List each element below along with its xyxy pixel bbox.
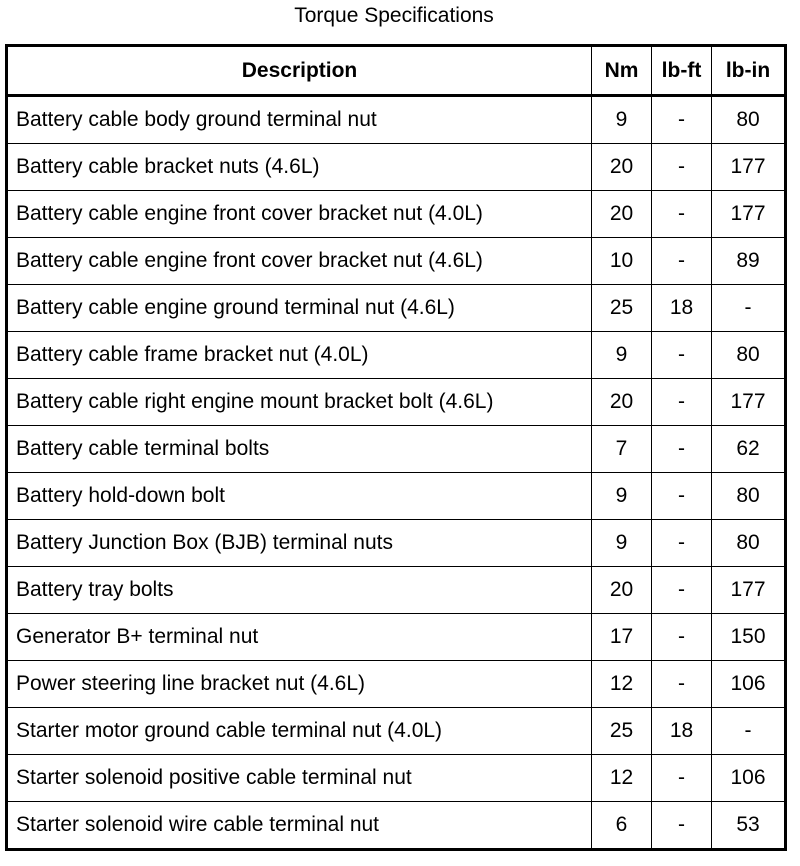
cell-description: Battery cable engine front cover bracket nut (4.0L) <box>7 191 592 238</box>
cell-description: Battery Junction Box (BJB) terminal nuts <box>7 520 592 567</box>
page-title: Torque Specifications <box>294 4 494 27</box>
cell-nm: 20 <box>592 379 652 426</box>
table-header-row <box>7 46 786 96</box>
table-row <box>7 708 786 755</box>
cell-nm: 9 <box>592 332 652 379</box>
torque-spec-table <box>5 44 787 851</box>
cell-lbin: 177 <box>712 144 786 191</box>
table-row <box>7 661 786 708</box>
cell-lbft: - <box>652 473 712 520</box>
cell-lbin: 53 <box>712 802 786 850</box>
cell-lbin: 62 <box>712 426 786 473</box>
cell-lbft: - <box>652 191 712 238</box>
cell-lbft: 18 <box>652 708 712 755</box>
cell-description: Battery hold-down bolt <box>7 473 592 520</box>
cell-lbin: 106 <box>712 661 786 708</box>
cell-lbft: - <box>652 520 712 567</box>
cell-lbin: 89 <box>712 238 786 285</box>
cell-description: Generator B+ terminal nut <box>7 614 592 661</box>
cell-lbft: - <box>652 238 712 285</box>
header-lbft: lb-ft <box>652 46 712 96</box>
cell-nm: 6 <box>592 802 652 850</box>
cell-description: Starter solenoid wire cable terminal nut <box>7 802 592 850</box>
cell-lbin: 150 <box>712 614 786 661</box>
table-row <box>7 332 786 379</box>
cell-lbft: - <box>652 755 712 802</box>
cell-nm: 25 <box>592 708 652 755</box>
table-row <box>7 426 786 473</box>
cell-nm: 10 <box>592 238 652 285</box>
cell-lbft: - <box>652 614 712 661</box>
cell-lbin: 177 <box>712 191 786 238</box>
cell-nm: 12 <box>592 755 652 802</box>
cell-nm: 20 <box>592 567 652 614</box>
cell-nm: 20 <box>592 191 652 238</box>
cell-lbft: - <box>652 567 712 614</box>
cell-lbin: 177 <box>712 567 786 614</box>
cell-lbft: - <box>652 144 712 191</box>
table-row <box>7 520 786 567</box>
cell-description: Power steering line bracket nut (4.6L) <box>7 661 592 708</box>
cell-nm: 9 <box>592 520 652 567</box>
cell-lbin: - <box>712 708 786 755</box>
table-row <box>7 802 786 850</box>
cell-nm: 7 <box>592 426 652 473</box>
cell-description: Battery cable terminal bolts <box>7 426 592 473</box>
cell-lbin: 80 <box>712 96 786 144</box>
cell-lbin: 80 <box>712 520 786 567</box>
cell-description: Battery cable bracket nuts (4.6L) <box>7 144 592 191</box>
table-row <box>7 96 786 144</box>
cell-nm: 12 <box>592 661 652 708</box>
cell-lbin: 80 <box>712 473 786 520</box>
cell-description: Battery cable frame bracket nut (4.0L) <box>7 332 592 379</box>
cell-description: Battery cable right engine mount bracket bolt (4.6L) <box>7 379 592 426</box>
cell-lbin: 80 <box>712 332 786 379</box>
cell-nm: 9 <box>592 473 652 520</box>
cell-lbft: - <box>652 661 712 708</box>
cell-lbft: - <box>652 332 712 379</box>
table-row <box>7 473 786 520</box>
cell-lbft: - <box>652 96 712 144</box>
table-row <box>7 567 786 614</box>
cell-lbft: - <box>652 802 712 850</box>
header-nm: Nm <box>592 46 652 96</box>
cell-lbin: 177 <box>712 379 786 426</box>
header-description: Description <box>7 46 592 96</box>
cell-description: Starter motor ground cable terminal nut (4.0L) <box>7 708 592 755</box>
cell-description: Battery cable body ground terminal nut <box>7 96 592 144</box>
cell-nm: 25 <box>592 285 652 332</box>
cell-lbft: - <box>652 426 712 473</box>
table-row <box>7 191 786 238</box>
header-lbin: lb-in <box>712 46 786 96</box>
table-row <box>7 144 786 191</box>
table-row <box>7 238 786 285</box>
cell-lbin: - <box>712 285 786 332</box>
cell-lbft: - <box>652 379 712 426</box>
table-row <box>7 755 786 802</box>
cell-description: Battery tray bolts <box>7 567 592 614</box>
cell-lbft: 18 <box>652 285 712 332</box>
cell-description: Battery cable engine ground terminal nut (4.6L) <box>7 285 592 332</box>
cell-description: Battery cable engine front cover bracket nut (4.6L) <box>7 238 592 285</box>
table-row <box>7 285 786 332</box>
cell-lbin: 106 <box>712 755 786 802</box>
table-body <box>7 96 786 850</box>
cell-nm: 17 <box>592 614 652 661</box>
table-row <box>7 614 786 661</box>
cell-nm: 9 <box>592 96 652 144</box>
cell-nm: 20 <box>592 144 652 191</box>
cell-description: Starter solenoid positive cable terminal nut <box>7 755 592 802</box>
table-row <box>7 379 786 426</box>
